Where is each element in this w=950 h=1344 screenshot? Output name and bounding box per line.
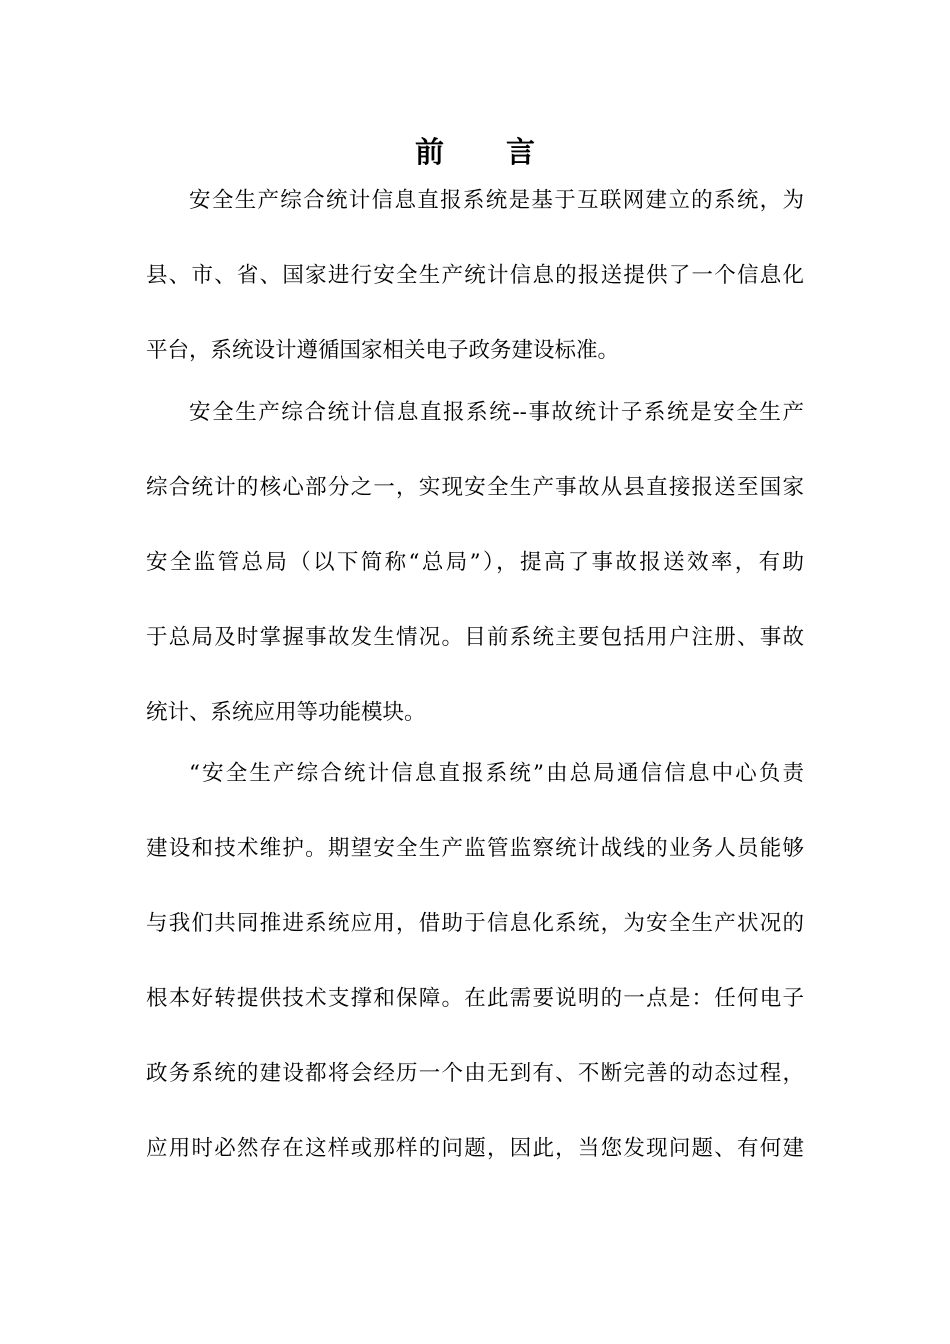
paragraph-line: 安全生产综合统计信息直报系统--事故统计子系统是安全生产: [189, 400, 804, 425]
paragraph-line: “安全生产综合统计信息直报系统”由总局通信信息中心负责: [189, 761, 804, 786]
paragraph-line: 安全监管总局（以下简称“总局”），提高了事故报送效率，有助: [146, 550, 804, 575]
paragraph-line: 县、市、省、国家进行安全生产统计信息的报送提供了一个信息化: [146, 263, 804, 288]
paragraph-line: 应用时必然存在这样或那样的问题，因此，当您发现问题、有何建: [146, 1136, 804, 1161]
paragraph-line: 综合统计的核心部分之一，实现安全生产事故从县直接报送至国家: [146, 475, 804, 500]
paragraph-line: 于总局及时掌握事故发生情况。目前系统主要包括用户注册、事故: [146, 625, 804, 650]
page-title: 前 言: [414, 135, 562, 169]
paragraph-line: 政务系统的建设都将会经历一个由无到有、不断完善的动态过程，: [146, 1061, 804, 1086]
paragraph-line: 根本好转提供技术支撑和保障。在此需要说明的一点是：任何电子: [146, 986, 804, 1011]
paragraph-line: 安全生产综合统计信息直报系统是基于互联网建立的系统，为: [189, 188, 804, 213]
paragraph-line: 建设和技术维护。期望安全生产监管监察统计战线的业务人员能够: [146, 836, 804, 861]
paragraph-line: 平台，系统设计遵循国家相关电子政务建设标准。: [146, 338, 620, 363]
paragraph-line: 与我们共同推进系统应用，借助于信息化系统，为安全生产状况的: [146, 911, 804, 936]
paragraph-line: 统计、系统应用等功能模块。: [146, 700, 426, 725]
